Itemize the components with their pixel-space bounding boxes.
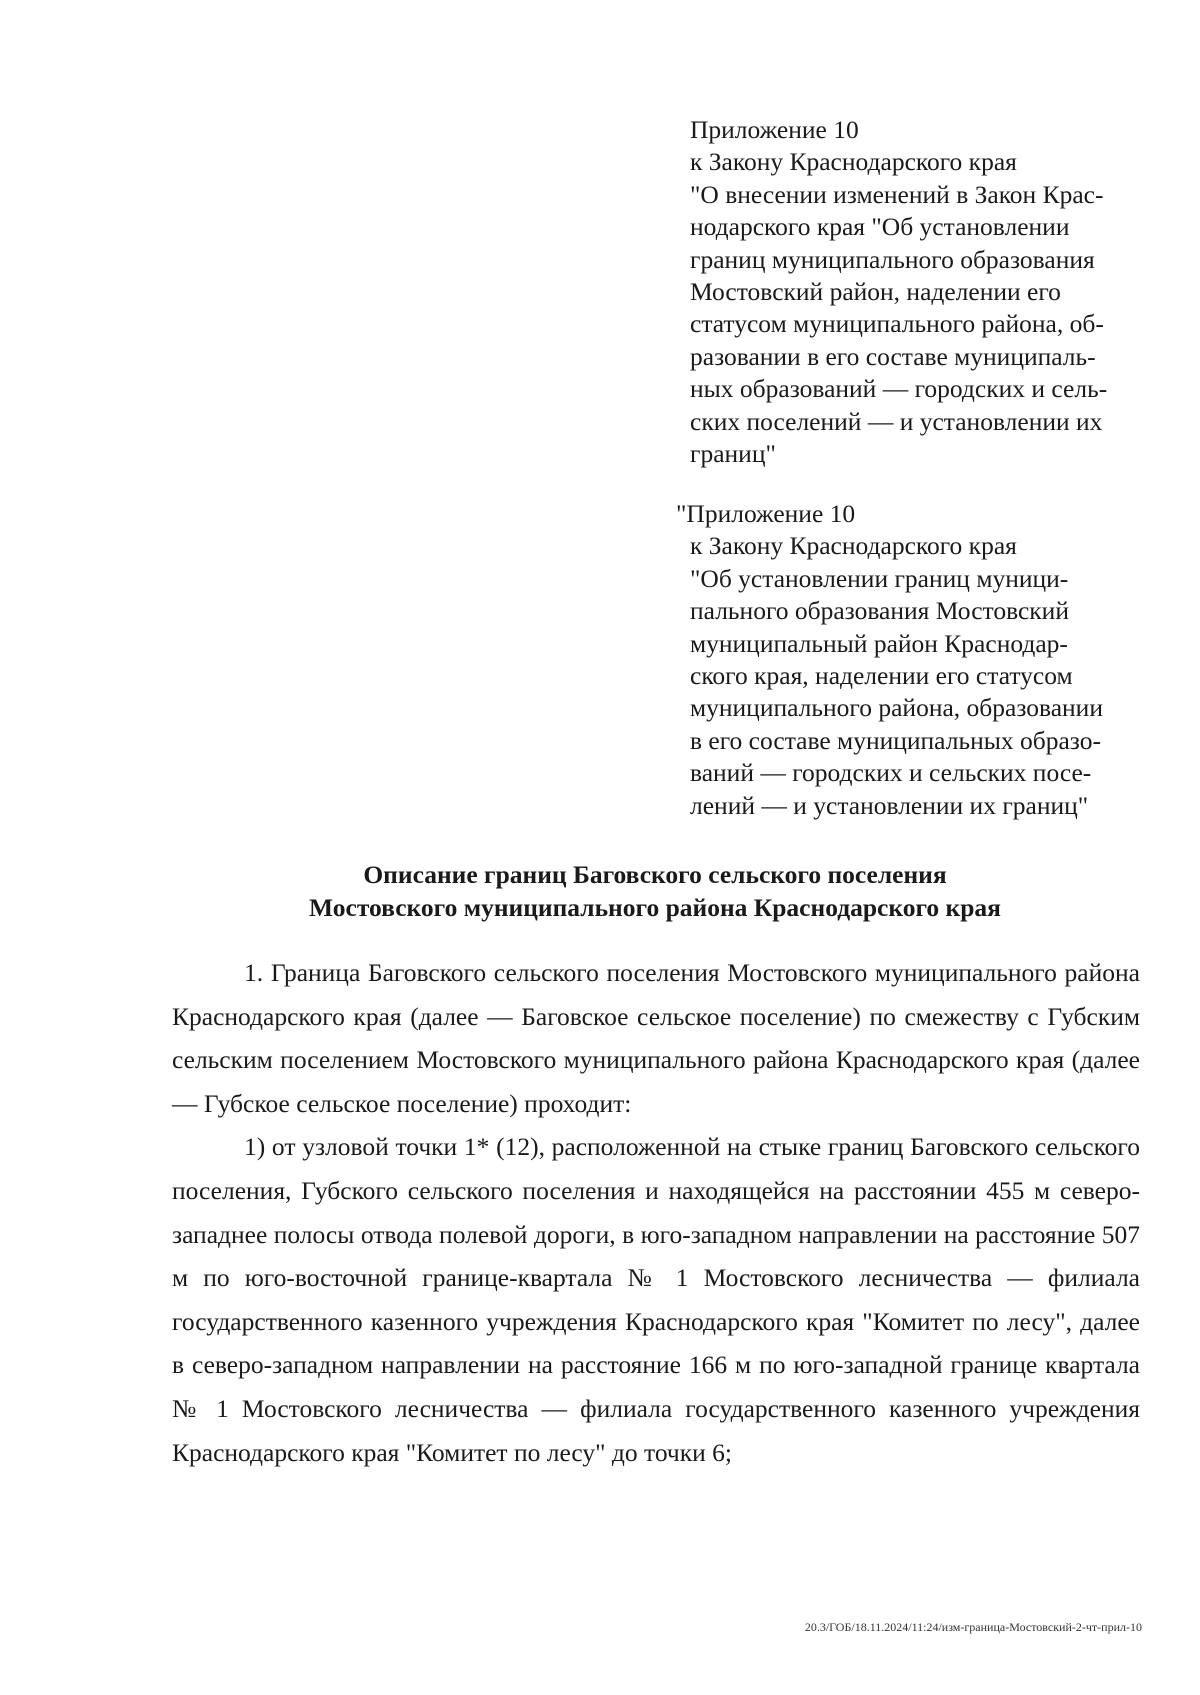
appendix-amending-line: нодарского края "Об установлении bbox=[690, 212, 1070, 242]
appendix-amending-law-ref: к Закону Краснодарского края bbox=[690, 147, 1017, 177]
appendix-original-line: пального образования Мостовский bbox=[690, 596, 1069, 626]
appendix-original-line: лений — и установлении их границ" bbox=[690, 790, 1089, 820]
footer-document-code: 20.3/ГОБ/18.11.2024/11:24/изм-граница-Мостовский-2-чт-прил-10 bbox=[804, 1620, 1142, 1634]
heading-line-2: Мостовского муниципального района Краснодарского края bbox=[309, 893, 1001, 922]
appendix-amending-line: ных образований — городских и сель- bbox=[690, 374, 1108, 404]
appendix-amending-line: разовании в его составе муниципаль- bbox=[690, 341, 1096, 371]
appendix-original-line: муниципального района, образовании bbox=[690, 693, 1103, 723]
appendix-amending-title: Приложение 10 bbox=[690, 115, 859, 144]
appendix-amending-line: границ" bbox=[690, 439, 776, 469]
appendix-amending-line: статусом муниципального района, об- bbox=[690, 309, 1104, 339]
appendix-amending-block bbox=[690, 114, 1150, 470]
body-paragraph-1: 1. Граница Баговского сельского поселения Мостовского муниципального района Краснодарского края (далее — Баговское сельское поселение) по смежеству с Губским сельским поселением Мостовского муниципального района Краснодарского края (далее — Губское сельское поселение) проходит: bbox=[172, 958, 1140, 1118]
appendix-amending-line: ских поселений — и установлении их bbox=[690, 406, 1103, 436]
appendix-original-block bbox=[676, 498, 1150, 822]
appendix-original-law-ref: к Закону Краснодарского края bbox=[690, 531, 1017, 561]
appendix-original-line: "Об установлении границ муници- bbox=[690, 563, 1069, 593]
appendix-amending-line: "О внесении изменений в Закон Крас- bbox=[690, 179, 1104, 209]
document-heading bbox=[170, 858, 1140, 924]
appendix-amending-line: границ муниципального образования bbox=[690, 244, 1095, 274]
appendix-original-line: ского края, наделении его статусом bbox=[690, 661, 1073, 691]
appendix-original-title: "Приложение 10 bbox=[676, 499, 856, 528]
body-paragraph-2: 1) от узловой точки 1* (12), расположенной на стыке границ Баговского сельского поселения, Губского сельского поселения и находящейся на расстоянии 455 м северо-западнее полосы отвода полевой дороги, в юго-западном направлении на расстояние 507 м по юго-восточной границе-квартала № 1 Мостовского лесничества — филиала государственного казенного учреждения Краснодарского края "Комитет по лесу", далее в северо-западном направлении на расстояние 166 м по юго-западной границе квартала № 1 Мостовского лесничества — филиала государственного казенного учреждения Краснодарского края "Комитет по лесу" до точки 6; bbox=[172, 1132, 1140, 1467]
appendix-original-line: муниципальный район Краснодар- bbox=[690, 628, 1068, 658]
appendix-original-line: в его составе муниципальных образо- bbox=[690, 725, 1101, 755]
document-body bbox=[172, 951, 1140, 1474]
appendix-original-line: ваний — городских и сельских посе- bbox=[690, 758, 1092, 788]
heading-line-1: Описание границ Баговского сельского поселения bbox=[363, 860, 947, 889]
appendix-amending-line: Мостовский район, наделении его bbox=[690, 277, 1061, 307]
